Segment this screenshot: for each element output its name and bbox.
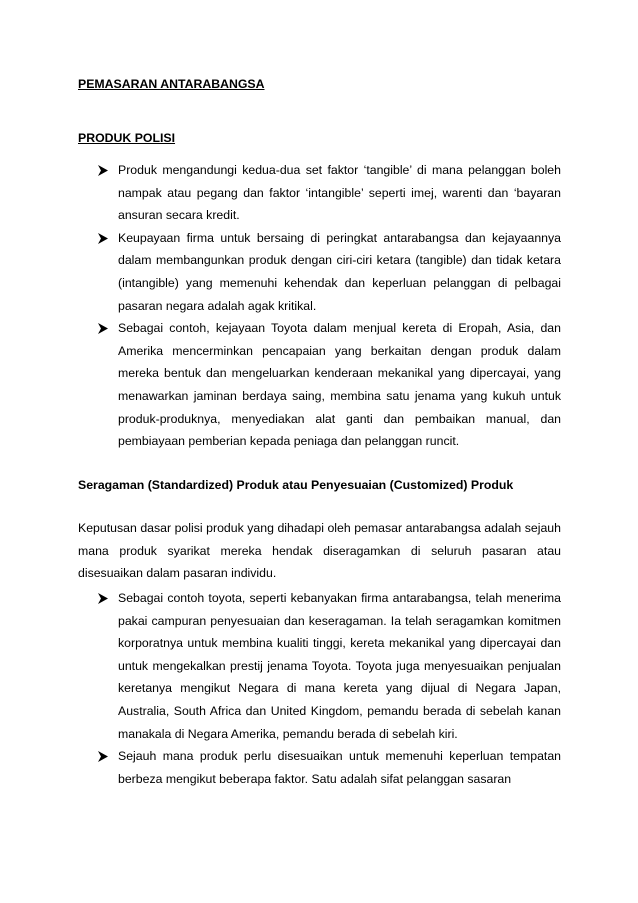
list-item [78,159,561,227]
intro-paragraph: Keputusan dasar polisi produk yang dihadapi oleh pemasar antarabangsa adalah sejauh mana produk syarikat mereka hendak diseragamkan di seluruh pasaran atau disesuaikan dalam pasaran individu. [78,521,561,581]
arrowhead-bullet-icon [98,745,112,768]
arrowhead-bullet-icon [98,227,112,250]
list-item-text: Sebagai contoh toyota, seperti kebanyakan firma antarabangsa, telah menerima pakai campuran penyesuaian dan keseragaman. Ia telah seragamkan komitmen korporatnya untuk membina kualiti tinggi, kereta mekanikal yang dipercayai dan untuk mengekalkan prestij jenama Toyota. Toyota juga menyesuaikan penjualan keretanya mengikut Negara di mana kereta yang dijual di Negara Japan, Australia, South Africa dan United Kingdom, pemandu berada di sebelah kanan manakala di Negara Amerika, pemandu berada di sebelah kiri. [118,591,561,741]
list-item-text: Sejauh mana produk perlu disesuaikan untuk memenuhi keperluan tempatan berbeza mengikut beberapa faktor. Satu adalah sifat pelanggan sasaran [118,749,561,786]
list-item-text: Sebagai contoh, kejayaan Toyota dalam menjual kereta di Eropah, Asia, dan Amerika mencerminkan pencapaian yang berkaitan dengan produk dalam mereka bentuk dan mengeluarkan kenderaan mekanikal yang dipercayai, yang menawarkan jaminan berdaya saing, membina satu jenama yang kukuh untuk produk-produknya, menyediakan alat ganti dan pembaikan manual, dan pembiayaan pemberian kepada peniaga dan pelanggan runcit. [118,321,561,449]
subsection-bullet-list [78,587,561,790]
list-item-text: Keupayaan firma untuk bersaing di peringkat antarabangsa dan kejayaannya dalam membangunkan produk dengan ciri-ciri ketara (tangible) dan tidak ketara (intangible) yang memenuhi kehendak dan keperluan pelanggan di pelbagai pasaran negara adalah agak kritikal. [118,230,561,313]
section-bullet-list [78,159,561,453]
list-item [78,227,561,317]
list-item [78,317,561,453]
arrowhead-bullet-icon [98,159,112,182]
section-heading: PRODUK POLISI [78,131,176,145]
list-item [78,587,561,745]
subheading: Seragaman (Standardized) Produk atau Penyesuaian (Customized) Produk [78,478,514,492]
arrowhead-bullet-icon [98,587,112,610]
document-title: PEMASARAN ANTARABANGSA [78,77,265,91]
arrowhead-bullet-icon [98,317,112,340]
list-item-text: Produk mengandungi kedua-dua set faktor ‘tangible’ di mana pelanggan boleh nampak atau pegang dan faktor ‘intangible’ seperti imej, warenti dan ‘bayaran ansuran secara kredit. [118,163,561,223]
list-item [78,745,561,790]
